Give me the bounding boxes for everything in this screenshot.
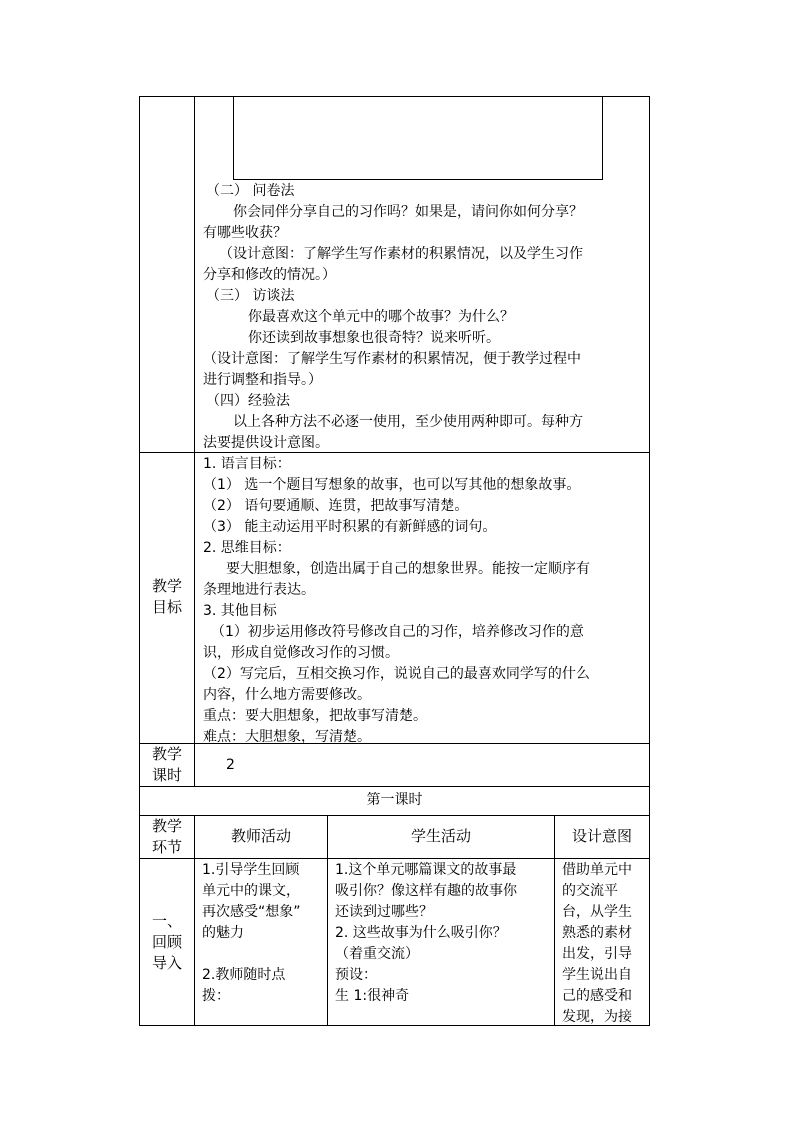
intent-line: 熟悉的素材 [562,925,632,941]
method-text: 有哪些收获？ [203,225,287,241]
objective-line: 要大胆想象，创造出属于自己的想象世界。能按一定顺序有 [226,561,590,577]
teacher-line: 的魅力 [202,925,244,941]
method-text: 法要提供设计意图。 [203,435,329,451]
stage-review-intro [140,911,194,974]
intent-line: 台，从学生 [562,904,632,920]
student-activity [335,860,517,1007]
objectives-label-line: 目标 [151,598,182,616]
stage-line: 一、 [151,912,182,930]
objective-line: （2） 语句要通顺、连贯，把故事写清楚。 [203,498,469,514]
method-text: 进行调整和指导。） [203,372,322,388]
method-questionnaire-heading: （二） 问卷法 [206,183,295,199]
method-experience-heading: （四）经验法 [206,393,290,409]
method-text: 以上各种方法不必逐一使用，至少使用两种即可。每种方 [233,414,583,430]
method-text: （设计意图：了解学生写作素材的积累情况，便于教学过程中 [203,351,581,367]
image-placeholder-box [233,97,603,180]
method-text: 你还读到故事想象也很奇特？说来听听。 [248,330,500,346]
header-teacher: 教师活动 [230,827,291,845]
objective-line: 条理地进行表达。 [203,582,315,598]
stage-line: 回顾 [151,933,182,951]
method-interview-heading: （三） 访谈法 [206,288,295,304]
hours-value: 2 [226,757,235,773]
objective-line: （1）初步运用修改符号修改自己的习作，培养修改习作的意 [211,624,584,640]
student-line: （着重交流） [335,946,419,962]
objectives-label [140,576,194,618]
hours-label [140,744,194,786]
lesson-title: 第一课时 [366,792,423,808]
intent-line: 己的感受和 [562,988,632,1004]
key-point: 重点：要大胆想象，把故事写清楚。 [203,708,427,724]
hours-label-line: 教学 [151,745,182,763]
intent-line: 出发，引导 [562,946,632,962]
student-line: 还读到过哪些？ [335,904,433,920]
teacher-line: 1.引导学生回顾 [202,862,300,878]
student-line: 吸引你？像这样有趣的故事你 [335,883,517,899]
hours-label-line: 课时 [151,766,182,784]
teacher-line [202,944,301,965]
difficult-point: 难点：大胆想象，写清楚。 [203,729,371,745]
student-line: 预设： [335,967,377,983]
method-text: 你最喜欢这个单元中的哪个故事？为什么？ [248,309,514,325]
row-sep-5 [139,858,650,859]
objective-line: 2. 思维目标： [203,540,291,556]
objective-line: 识，形成自觉修改习作的习惯。 [203,645,399,661]
student-line: 2. 这些故事为什么吸引你？ [335,925,507,941]
method-text: 你会同伴分享自己的习作吗？如果是，请问你如何分享？ [233,204,583,220]
teacher-line: 2.教师随时点 [202,967,286,983]
objective-line: （1） 选一个题目写想象的故事，也可以写其他的想象故事。 [203,477,581,493]
objective-line: （2）写完后，互相交换习作，说说自己的最喜欢同学写的什么 [203,666,590,682]
objective-line: 3. 其他目标 [203,603,277,619]
method-text: （设计意图：了解学生写作素材的积累情况，以及学生习作 [219,246,583,262]
header-stage-line: 环节 [151,838,182,856]
intent-line: 发现，为接 [562,1009,632,1025]
table-border-right [649,96,650,1026]
row-sep-3 [139,786,650,787]
header-stage [140,816,194,858]
teacher-line: 拨： [202,988,230,1004]
method-text: 分享和修改的情况。） [203,267,336,283]
label-divider [194,96,195,786]
header-stage-line: 教学 [151,817,182,835]
intent-line: 学生说出自 [562,967,632,983]
teacher-line: 单元中的课文， [202,883,300,899]
student-line: 生 1:很神奇 [335,988,410,1004]
header-student: 学生活动 [410,827,471,845]
teacher-activity [202,860,301,1007]
teacher-line: 再次感受“想象” [202,904,301,920]
stage-line: 导入 [151,954,182,972]
objective-line: （3） 能主动运用平时积累的有新鲜感的词句。 [203,519,497,535]
objectives-label-line: 教学 [151,577,182,595]
intent-line: 的交流平 [562,883,618,899]
row-sep-4 [139,815,650,816]
header-intent: 设计意图 [571,827,632,845]
objective-line: 1. 语言目标： [203,456,291,472]
objective-line: 内容，什么地方需要修改。 [203,687,371,703]
table-border-left [139,96,140,1026]
design-intent [562,860,632,1028]
student-line: 1.这个单元哪篇课文的故事最 [335,862,517,878]
intent-line: 借助单元中 [562,862,632,878]
